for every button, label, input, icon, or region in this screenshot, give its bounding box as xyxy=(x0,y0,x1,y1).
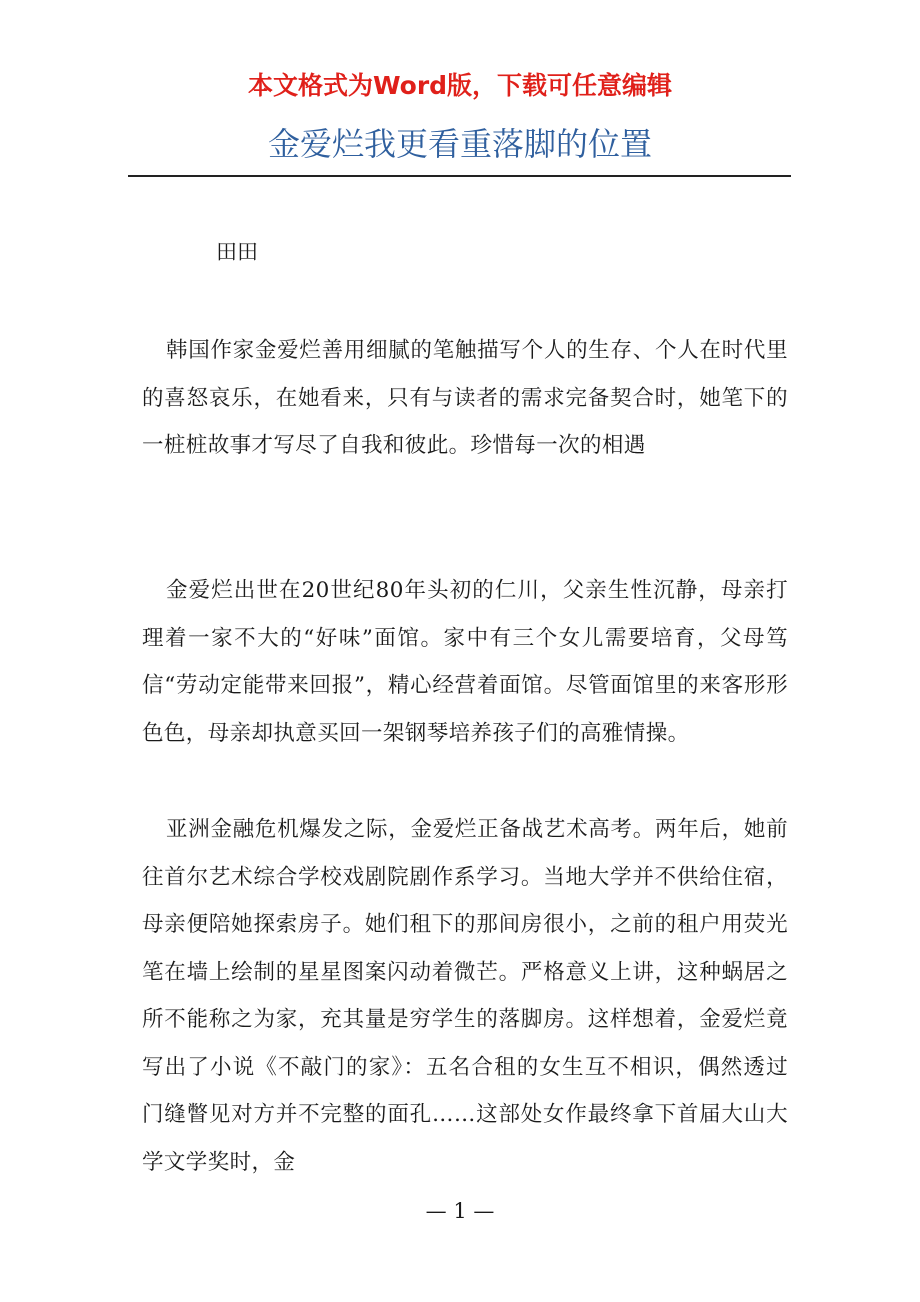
format-notice: 本文格式为Word版，下载可任意编辑 xyxy=(247,71,673,100)
paragraph: 金爱烂出世在20世纪80年头初的仁川，父亲生性沉静，母亲打理着一家不大的“好味”面馆。家中有三个女儿需要培育，父母笃信“劳动定能带来回报”，精心经营着面馆。尽管面馆里的来客形形色色，母亲却执意买回一架钢琴培养孩子们的高雅情操。 xyxy=(142,578,788,746)
document-title: 金爱烂我更看重落脚的位置 xyxy=(267,125,652,163)
paragraph: 韩国作家金爱烂善用细腻的笔触描写个人的生存、个人在时代里的喜怒哀乐，在她看来，只有与读者的需求完备契合时，她笔下的一桩桩故事才写尽了自我和彼此。珍惜每一次的相遇 xyxy=(142,338,788,458)
title-divider xyxy=(128,175,791,177)
paragraph: 亚洲金融危机爆发之际，金爱烂正备战艺术高考。两年后，她前往首尔艺术综合学校戏剧院剧作系学习。当地大学并不供给住宿，母亲便陪她探索房子。她们租下的那间房很小，之前的租户用荧光笔在墙上绘制的星星图案闪动着微芒。严格意义上讲，这种蜗居之所不能称之为家，充其量是穷学生的落脚房。这样想着，金爱烂竟写出了小说《不敲门的家》：五名合租的女生互不相识，偶然透过门缝瞥见对方并不完整的面孔……这部处女作最终拿下首届大山大学文学奖时，金 xyxy=(142,817,788,1175)
author-name: 田田 xyxy=(216,240,258,264)
page-number: — 1 — xyxy=(425,1199,495,1223)
